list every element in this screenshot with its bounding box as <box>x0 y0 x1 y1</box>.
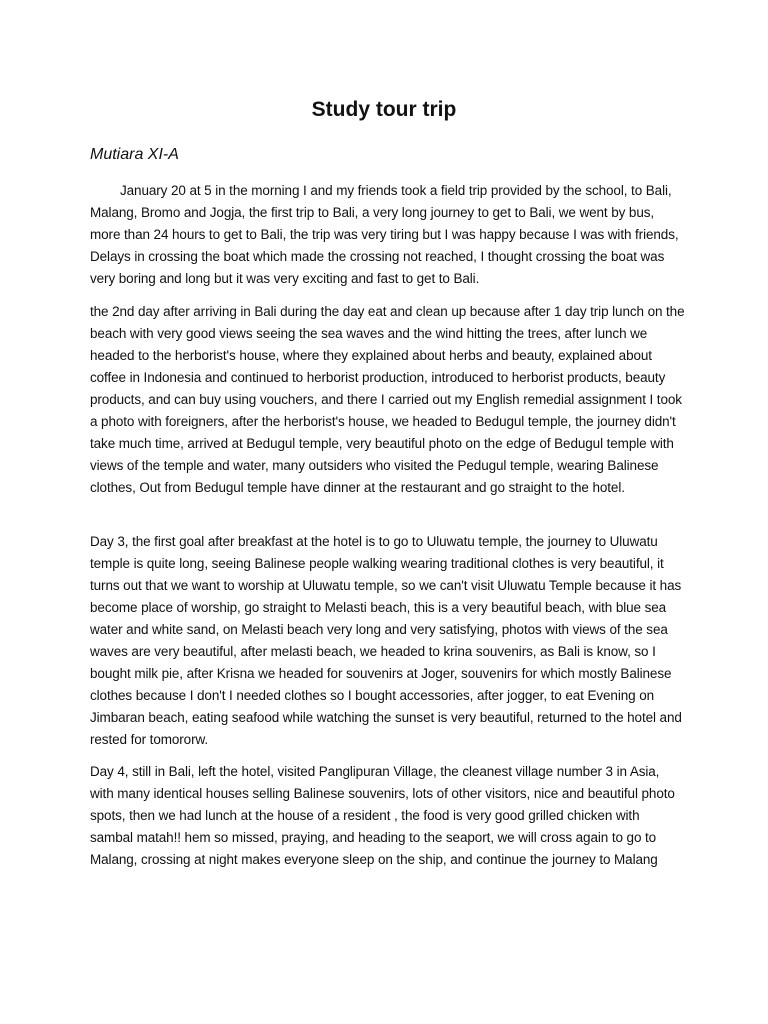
document-title: Study tour trip <box>311 98 457 121</box>
paragraph-day-1: January 20 at 5 in the morning I and my friends took a field trip provided by the school, to Bali, Malang, Bromo and Jogja, the first trip to Bali, a very long journey to get to Bali, we went by bus, more than 24 hours to get to Bali, the trip was very tiring but I was happy because I was with friends, Delays in crossing the boat which made the crossing not reached, I thought crossing the boat was very boring and long but it was very exciting and fast to get to Bali. <box>90 183 679 286</box>
paragraph-day-3: Day 3, the first goal after breakfast at the hotel is to go to Uluwatu temple, the journey to Uluwatu temple is quite long, seeing Balinese people walking wearing traditional clothes is very beautiful, it turns out that we want to worship at Uluwatu temple, so we can't visit Uluwatu Temple because it has become place of worship, go straight to Melasti beach, this is a very beautiful beach, with blue sea water and white sand, on Melasti beach very long and very satisfying, photos with views of the sea waves are very beautiful, after melasti beach, we headed to krina souvenirs, as Bali is know, so I bought milk pie, after Krisna we headed for souvenirs at Joger, souvenirs for which mostly Balinese clothes because I don't I needed clothes so I bought accessories, after jogger, to eat Evening on Jimbaran beach, eating seafood while watching the sunset is very beautiful, returned to the hotel and rested for tomororw. <box>90 534 682 747</box>
paragraph-day-2: the 2nd day after arriving in Bali during the day eat and clean up because after 1 day trip lunch on the beach with very good views seeing the sea waves and the wind hitting the trees, after lunch we headed to the herborist's house, where they explained about herbs and beauty, explained about coffee in Indonesia and continued to herborist production, introduced to herborist products, beauty products, and can buy using vouchers, and there I carried out my English remedial assignment I took a photo with foreigners, after the herborist's house, we headed to Bedugul temple, the journey didn't take much time, arrived at Bedugul temple, very beautiful photo on the edge of Bedugul temple with views of the temple and water, many outsiders who visited the Pedugul temple, wearing Balinese clothes, Out from Bedugul temple have dinner at the restaurant and go straight to the hotel. <box>90 304 685 495</box>
paragraph-day-4: Day 4, still in Bali, left the hotel, visited Panglipuran Village, the cleanest village number 3 in Asia, with many identical houses selling Balinese souvenirs, lots of other visitors, nice and beautiful photo spots, then we had lunch at the house of a resident , the food is very good grilled chicken with sambal matah!! hem so missed, praying, and heading to the seaport, we will cross again to go to Malang, crossing at night makes everyone sleep on the ship, and continue the journey to Malang <box>90 764 675 867</box>
document-author: Mutiara XI-A <box>90 146 179 163</box>
